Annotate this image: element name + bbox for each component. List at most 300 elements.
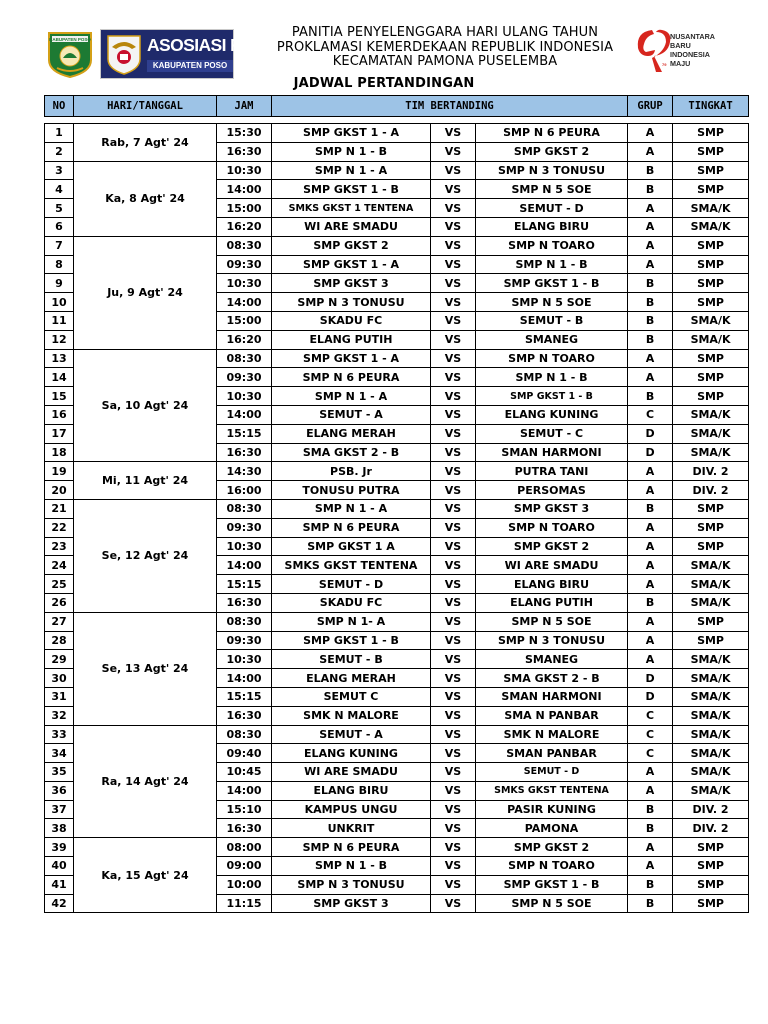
home-team-cell: SMP N 3 TONUSU — [272, 875, 431, 894]
level-cell: SMA/K — [673, 575, 749, 594]
group-cell: B — [628, 894, 673, 913]
level-cell: SMP — [673, 236, 749, 255]
organizer-title-line: PANITIA PENYELENGGARA HARI ULANG TAHUN — [291, 25, 599, 40]
group-cell: A — [628, 537, 673, 556]
column-header-group: GRUP — [628, 96, 673, 117]
versus-cell: VS — [431, 349, 476, 368]
versus-cell: VS — [431, 631, 476, 650]
match-number-cell: 18 — [45, 443, 74, 462]
match-time-cell: 08:30 — [217, 236, 272, 255]
level-cell: DIV. 2 — [673, 800, 749, 819]
home-team-cell: SKADU FC — [272, 311, 431, 330]
match-time-cell: 09:30 — [217, 631, 272, 650]
match-number-cell: 9 — [45, 274, 74, 293]
away-team-cell: SEMUT - B — [476, 311, 628, 330]
match-date-cell: Mi, 11 Agt' 24 — [74, 462, 217, 500]
table-row — [45, 236, 749, 255]
away-team-cell: PASIR KUNING — [476, 800, 628, 819]
match-number-cell: 29 — [45, 650, 74, 669]
away-team-cell: SMP GKST 1 - B — [476, 387, 628, 406]
group-cell: A — [628, 124, 673, 143]
away-team-cell: PERSOMAS — [476, 481, 628, 500]
group-cell: C — [628, 725, 673, 744]
table-row — [45, 462, 749, 481]
away-team-cell: SEMUT - D — [476, 199, 628, 218]
table-header-row — [45, 96, 749, 117]
group-cell: A — [628, 556, 673, 575]
away-team-cell: SMP N 5 SOE — [476, 894, 628, 913]
match-number-cell: 2 — [45, 142, 74, 161]
home-team-cell: SMP GKST 1 - A — [272, 124, 431, 143]
away-team-cell: SMP N 6 PEURA — [476, 124, 628, 143]
match-number-cell: 33 — [45, 725, 74, 744]
home-team-cell: SEMUT - A — [272, 725, 431, 744]
versus-cell: VS — [431, 763, 476, 782]
level-cell: SMP — [673, 349, 749, 368]
group-cell: A — [628, 838, 673, 857]
match-time-cell: 11:15 — [217, 894, 272, 913]
home-team-cell: SMP N 1 - A — [272, 387, 431, 406]
column-header-teams: TIM BERTANDING — [272, 96, 628, 117]
group-cell: A — [628, 142, 673, 161]
level-cell: SMA/K — [673, 687, 749, 706]
level-cell: SMA/K — [673, 781, 749, 800]
home-team-cell: WI ARE SMADU — [272, 217, 431, 236]
versus-cell: VS — [431, 593, 476, 612]
match-time-cell: 15:00 — [217, 311, 272, 330]
home-team-cell: SMP N 3 TONUSU — [272, 293, 431, 312]
level-cell: SMA/K — [673, 706, 749, 725]
versus-cell: VS — [431, 217, 476, 236]
organizer-title-line: KECAMATAN PAMONA PUSELEMBA — [332, 54, 558, 69]
home-team-cell: KAMPUS UNGU — [272, 800, 431, 819]
group-cell: A — [628, 217, 673, 236]
away-team-cell: SEMUT - D — [476, 763, 628, 782]
versus-cell: VS — [431, 161, 476, 180]
table-row — [45, 725, 749, 744]
level-cell: SMA/K — [673, 725, 749, 744]
group-cell: B — [628, 180, 673, 199]
match-number-cell: 1 — [45, 124, 74, 143]
away-team-cell: SMAN PANBAR — [476, 744, 628, 763]
column-header-level: TINGKAT — [673, 96, 749, 117]
level-cell: SMP — [673, 274, 749, 293]
level-cell: SMA/K — [673, 763, 749, 782]
group-cell: B — [628, 330, 673, 349]
match-number-cell: 17 — [45, 424, 74, 443]
versus-cell: VS — [431, 575, 476, 594]
match-time-cell: 16:20 — [217, 330, 272, 349]
home-team-cell: ELANG MERAH — [272, 424, 431, 443]
group-cell: A — [628, 349, 673, 368]
match-number-cell: 16 — [45, 405, 74, 424]
versus-cell: VS — [431, 894, 476, 913]
match-time-cell: 09:30 — [217, 518, 272, 537]
match-number-cell: 38 — [45, 819, 74, 838]
match-date-cell: Sa, 10 Agt' 24 — [74, 349, 217, 462]
level-cell: SMP — [673, 499, 749, 518]
table-body — [45, 117, 749, 913]
header-spacer-row — [45, 117, 749, 124]
versus-cell: VS — [431, 180, 476, 199]
versus-cell: VS — [431, 368, 476, 387]
home-team-cell: SEMUT - B — [272, 650, 431, 669]
away-team-cell: SMP GKST 1 - B — [476, 875, 628, 894]
table-row — [45, 124, 749, 143]
table-row — [45, 499, 749, 518]
table-row — [45, 612, 749, 631]
group-cell: D — [628, 443, 673, 462]
match-number-cell: 19 — [45, 462, 74, 481]
group-cell: B — [628, 274, 673, 293]
table-row — [45, 161, 749, 180]
level-cell: SMP — [673, 838, 749, 857]
home-team-cell: WI ARE SMADU — [272, 763, 431, 782]
match-number-cell: 10 — [45, 293, 74, 312]
away-team-cell: SMP N 1 - B — [476, 255, 628, 274]
away-team-cell: SMA N PANBAR — [476, 706, 628, 725]
match-number-cell: 7 — [45, 236, 74, 255]
match-number-cell: 35 — [45, 763, 74, 782]
group-cell: A — [628, 650, 673, 669]
away-team-cell: SMP N TOARO — [476, 236, 628, 255]
match-number-cell: 41 — [45, 875, 74, 894]
group-cell: A — [628, 781, 673, 800]
level-cell: SMA/K — [673, 556, 749, 575]
match-time-cell: 14:00 — [217, 293, 272, 312]
match-time-cell: 10:45 — [217, 763, 272, 782]
match-date-cell: Ka, 8 Agt' 24 — [74, 161, 217, 236]
group-cell: A — [628, 462, 673, 481]
match-time-cell: 10:30 — [217, 537, 272, 556]
home-team-cell: SKADU FC — [272, 593, 431, 612]
away-team-cell: SMP GKST 2 — [476, 537, 628, 556]
versus-cell: VS — [431, 706, 476, 725]
match-number-cell: 6 — [45, 217, 74, 236]
away-team-cell: SMP N TOARO — [476, 349, 628, 368]
group-cell: A — [628, 481, 673, 500]
home-team-cell: SMP N 1 - A — [272, 161, 431, 180]
versus-cell: VS — [431, 800, 476, 819]
away-team-cell: WI ARE SMADU — [476, 556, 628, 575]
home-team-cell: SMP GKST 3 — [272, 894, 431, 913]
group-cell: C — [628, 706, 673, 725]
versus-cell: VS — [431, 142, 476, 161]
match-time-cell: 15:15 — [217, 575, 272, 594]
match-time-cell: 09:40 — [217, 744, 272, 763]
match-time-cell: 16:30 — [217, 706, 272, 725]
away-team-cell: SMP N 3 TONUSU — [476, 161, 628, 180]
home-team-cell: SMA GKST 2 - B — [272, 443, 431, 462]
group-cell: B — [628, 875, 673, 894]
home-team-cell: SMP GKST 1 A — [272, 537, 431, 556]
versus-cell: VS — [431, 518, 476, 537]
away-team-cell: SMP N 5 SOE — [476, 293, 628, 312]
match-number-cell: 11 — [45, 311, 74, 330]
away-team-cell: ELANG BIRU — [476, 575, 628, 594]
versus-cell: VS — [431, 293, 476, 312]
match-number-cell: 28 — [45, 631, 74, 650]
column-header-date: HARI/TANGGAL — [74, 96, 217, 117]
organizer-title — [248, 26, 642, 70]
home-team-cell: SMP GKST 2 — [272, 236, 431, 255]
match-number-cell: 12 — [45, 330, 74, 349]
match-number-cell: 40 — [45, 857, 74, 876]
level-cell: SMP — [673, 255, 749, 274]
match-date-cell: Ju, 9 Agt' 24 — [74, 236, 217, 349]
level-cell: SMP — [673, 875, 749, 894]
away-team-cell: ELANG BIRU — [476, 217, 628, 236]
group-cell: A — [628, 612, 673, 631]
versus-cell: VS — [431, 612, 476, 631]
away-team-cell: ELANG PUTIH — [476, 593, 628, 612]
level-cell: SMA/K — [673, 443, 749, 462]
level-cell: SMP — [673, 161, 749, 180]
level-cell: SMP — [673, 518, 749, 537]
group-cell: B — [628, 800, 673, 819]
match-time-cell: 10:30 — [217, 274, 272, 293]
match-time-cell: 08:30 — [217, 612, 272, 631]
match-number-cell: 20 — [45, 481, 74, 500]
match-time-cell: 15:15 — [217, 424, 272, 443]
level-cell: SMP — [673, 368, 749, 387]
level-cell: SMA/K — [673, 424, 749, 443]
versus-cell: VS — [431, 499, 476, 518]
group-cell: B — [628, 593, 673, 612]
home-team-cell: UNKRIT — [272, 819, 431, 838]
match-time-cell: 14:00 — [217, 556, 272, 575]
match-time-cell: 16:00 — [217, 481, 272, 500]
away-team-cell: PUTRA TANI — [476, 462, 628, 481]
match-number-cell: 37 — [45, 800, 74, 819]
match-number-cell: 4 — [45, 180, 74, 199]
level-cell: SMP — [673, 894, 749, 913]
match-time-cell: 10:30 — [217, 650, 272, 669]
pssi-garuda-badge-icon — [104, 33, 144, 75]
match-number-cell: 27 — [45, 612, 74, 631]
versus-cell: VS — [431, 462, 476, 481]
hut-tagline-line: BARU — [670, 41, 691, 50]
away-team-cell: SMP GKST 2 — [476, 838, 628, 857]
level-cell: SMA/K — [673, 217, 749, 236]
home-team-cell: SMKS GKST TENTENA — [272, 556, 431, 575]
group-cell: A — [628, 255, 673, 274]
level-cell: SMP — [673, 631, 749, 650]
group-cell: B — [628, 161, 673, 180]
match-time-cell: 14:00 — [217, 405, 272, 424]
match-number-cell: 31 — [45, 687, 74, 706]
match-time-cell: 14:00 — [217, 180, 272, 199]
away-team-cell: SMAN HARMONI — [476, 443, 628, 462]
match-time-cell: 14:00 — [217, 669, 272, 688]
match-time-cell: 09:00 — [217, 857, 272, 876]
away-team-cell: PAMONA — [476, 819, 628, 838]
group-cell: B — [628, 293, 673, 312]
match-date-cell: Ra, 14 Agt' 24 — [74, 725, 217, 838]
match-time-cell: 08:00 — [217, 838, 272, 857]
home-team-cell: SMP GKST 1 - B — [272, 180, 431, 199]
match-time-cell: 16:20 — [217, 217, 272, 236]
match-number-cell: 25 — [45, 575, 74, 594]
level-cell: SMP — [673, 612, 749, 631]
away-team-cell: SMANEG — [476, 650, 628, 669]
away-team-cell: SMP N 3 TONUSU — [476, 631, 628, 650]
match-time-cell: 15:00 — [217, 199, 272, 218]
versus-cell: VS — [431, 199, 476, 218]
level-cell: DIV. 2 — [673, 462, 749, 481]
versus-cell: VS — [431, 387, 476, 406]
away-team-cell: SMANEG — [476, 330, 628, 349]
versus-cell: VS — [431, 875, 476, 894]
match-number-cell: 23 — [45, 537, 74, 556]
home-team-cell: SMP N 6 PEURA — [272, 838, 431, 857]
match-time-cell: 10:30 — [217, 161, 272, 180]
versus-cell: VS — [431, 443, 476, 462]
home-team-cell: ELANG KUNING — [272, 744, 431, 763]
home-team-cell: SMP N 1 - B — [272, 857, 431, 876]
home-team-cell: SEMUT - D — [272, 575, 431, 594]
match-time-cell: 16:30 — [217, 593, 272, 612]
match-time-cell: 16:30 — [217, 142, 272, 161]
hut-tagline-line: NUSANTARA — [670, 32, 715, 41]
level-cell: SMA/K — [673, 405, 749, 424]
away-team-cell: SMP GKST 3 — [476, 499, 628, 518]
home-team-cell: TONUSU PUTRA — [272, 481, 431, 500]
level-cell: SMA/K — [673, 199, 749, 218]
versus-cell: VS — [431, 819, 476, 838]
match-date-cell: Se, 13 Agt' 24 — [74, 612, 217, 725]
group-cell: D — [628, 669, 673, 688]
group-cell: A — [628, 631, 673, 650]
match-number-cell: 24 — [45, 556, 74, 575]
away-team-cell: SMK N MALORE — [476, 725, 628, 744]
group-cell: B — [628, 499, 673, 518]
page-title: JADWAL PERTANDINGAN — [293, 76, 475, 91]
level-cell: SMA/K — [673, 311, 749, 330]
level-cell: SMA/K — [673, 330, 749, 349]
versus-cell: VS — [431, 687, 476, 706]
hut-tagline-line: MAJU — [670, 59, 691, 68]
match-date-cell: Ka, 15 Agt' 24 — [74, 838, 217, 913]
match-number-cell: 42 — [45, 894, 74, 913]
level-cell: DIV. 2 — [673, 481, 749, 500]
home-team-cell: SMP N 6 PEURA — [272, 518, 431, 537]
home-team-cell: ELANG MERAH — [272, 669, 431, 688]
group-cell: B — [628, 387, 673, 406]
match-number-cell: 3 — [45, 161, 74, 180]
table-row — [45, 349, 749, 368]
versus-cell: VS — [431, 857, 476, 876]
home-team-cell: SMP N 1 - A — [272, 499, 431, 518]
away-team-cell: SMKS GKST TENTENA — [476, 781, 628, 800]
group-cell: D — [628, 687, 673, 706]
versus-cell: VS — [431, 424, 476, 443]
match-time-cell: 15:30 — [217, 124, 272, 143]
home-team-cell: SEMUT C — [272, 687, 431, 706]
hut-tagline-line: INDONESIA — [670, 50, 710, 59]
level-cell: SMA/K — [673, 650, 749, 669]
home-team-cell: SMP N 6 PEURA — [272, 368, 431, 387]
home-team-cell: SMP GKST 1 - A — [272, 255, 431, 274]
match-number-cell: 13 — [45, 349, 74, 368]
level-cell: SMA/K — [673, 669, 749, 688]
home-team-cell: SMP N 1 - B — [272, 142, 431, 161]
organizer-title-line: PROKLAMASI KEMERDEKAAN REPUBLIK INDONESIA — [276, 39, 614, 55]
versus-cell: VS — [431, 669, 476, 688]
match-number-cell: 22 — [45, 518, 74, 537]
column-header-time: JAM — [217, 96, 272, 117]
match-time-cell: 09:30 — [217, 368, 272, 387]
match-time-cell: 10:30 — [217, 387, 272, 406]
kabupaten-poso-emblem-icon — [45, 30, 95, 78]
versus-cell: VS — [431, 330, 476, 349]
home-team-cell: SMP N 1- A — [272, 612, 431, 631]
away-team-cell: SMP GKST 1 - B — [476, 274, 628, 293]
away-team-cell: SMP N 5 SOE — [476, 180, 628, 199]
group-cell: A — [628, 236, 673, 255]
match-number-cell: 14 — [45, 368, 74, 387]
home-team-cell: SEMUT - A — [272, 405, 431, 424]
column-header-no: NO — [45, 96, 74, 117]
match-time-cell: 14:00 — [217, 781, 272, 800]
level-cell: SMP — [673, 293, 749, 312]
match-number-cell: 5 — [45, 199, 74, 218]
group-cell: B — [628, 311, 673, 330]
group-cell: A — [628, 763, 673, 782]
versus-cell: VS — [431, 481, 476, 500]
level-cell: DIV. 2 — [673, 819, 749, 838]
match-schedule-table — [44, 95, 749, 913]
away-team-cell: SMP N TOARO — [476, 518, 628, 537]
away-team-cell: SMP N 1 - B — [476, 368, 628, 387]
away-team-cell: SMA GKST 2 - B — [476, 669, 628, 688]
hut-tagline — [670, 32, 730, 68]
level-cell: SMP — [673, 537, 749, 556]
pssi-logo-sub-text: KABUPATEN POSO — [147, 60, 233, 72]
away-team-cell: SMAN HARMONI — [476, 687, 628, 706]
away-team-cell: SEMUT - C — [476, 424, 628, 443]
match-number-cell: 34 — [45, 744, 74, 763]
home-team-cell: SMK N MALORE — [272, 706, 431, 725]
match-time-cell: 08:30 — [217, 499, 272, 518]
home-team-cell: SMP GKST 1 - A — [272, 349, 431, 368]
versus-cell: VS — [431, 236, 476, 255]
table-row — [45, 838, 749, 857]
home-team-cell: SMP GKST 1 - B — [272, 631, 431, 650]
versus-cell: VS — [431, 838, 476, 857]
versus-cell: VS — [431, 556, 476, 575]
level-cell: SMP — [673, 857, 749, 876]
match-number-cell: 36 — [45, 781, 74, 800]
home-team-cell: ELANG BIRU — [272, 781, 431, 800]
group-cell: A — [628, 368, 673, 387]
match-time-cell: 15:15 — [217, 687, 272, 706]
pssi-logo-main-text: ASOSIASI PSSI — [147, 35, 268, 55]
match-date-cell: Se, 12 Agt' 24 — [74, 499, 217, 612]
away-team-cell: ELANG KUNING — [476, 405, 628, 424]
versus-cell: VS — [431, 725, 476, 744]
poso-logo-lettering: KABUPATEN POSO — [49, 37, 91, 42]
group-cell: D — [628, 424, 673, 443]
group-cell: A — [628, 199, 673, 218]
versus-cell: VS — [431, 311, 476, 330]
versus-cell: VS — [431, 744, 476, 763]
group-cell: C — [628, 405, 673, 424]
away-team-cell: SMP N 5 SOE — [476, 612, 628, 631]
versus-cell: VS — [431, 405, 476, 424]
group-cell: B — [628, 819, 673, 838]
match-time-cell: 15:10 — [217, 800, 272, 819]
